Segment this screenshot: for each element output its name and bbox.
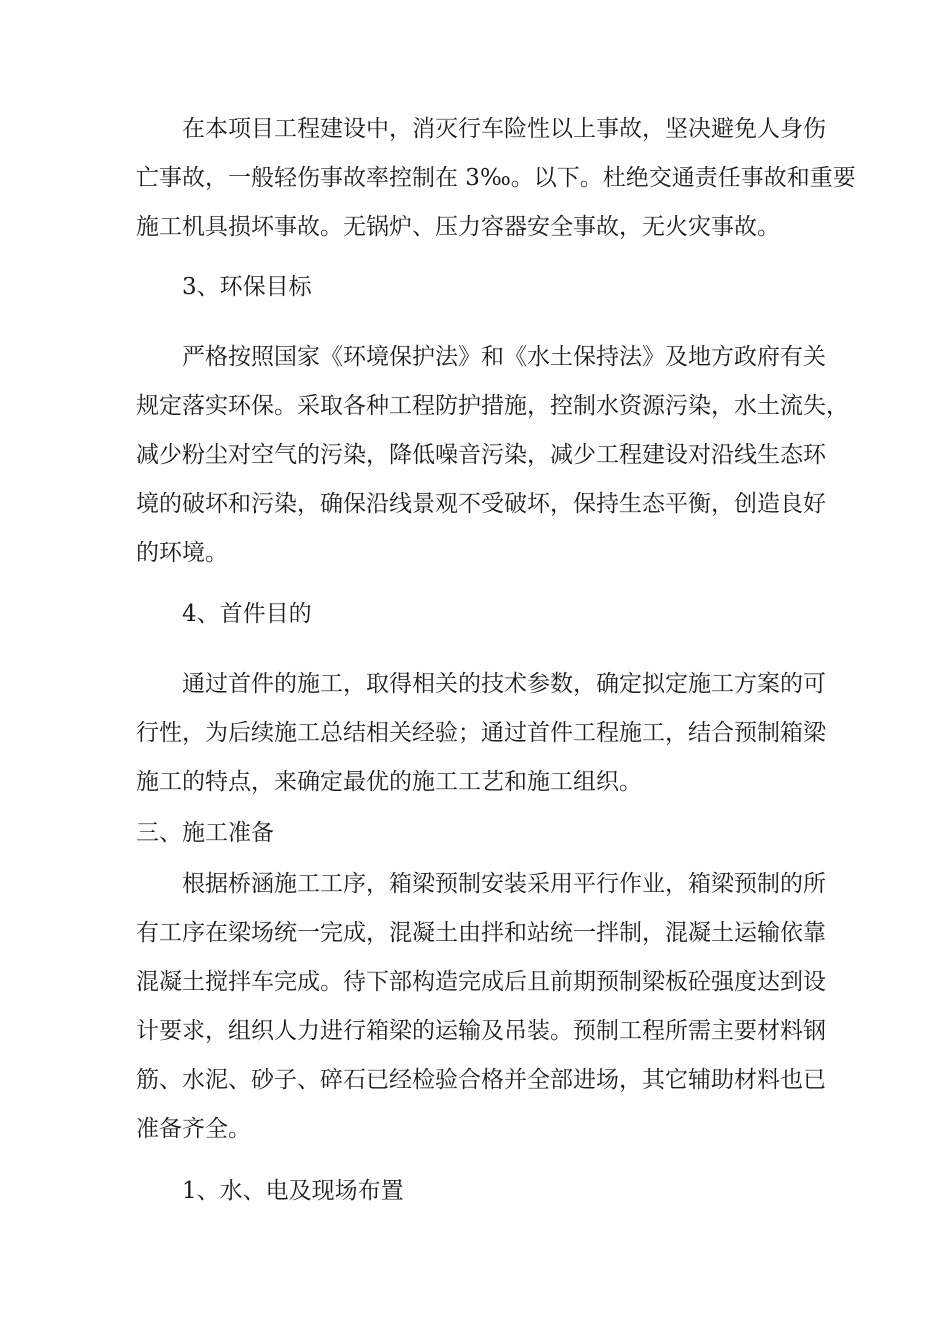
section-heading: 4、首件目的 bbox=[182, 601, 312, 627]
body-line: 在本项目工程建设中，消灭行车险性以上事故，坚决避免人身伤 bbox=[182, 116, 826, 142]
body-line: 亡事故，一般轻伤事故率控制在 3‰。以下。杜绝交通责任事故和重要 bbox=[136, 165, 856, 191]
body-line: 严格按照国家《环境保护法》和《水土保持法》及地方政府有关 bbox=[182, 344, 826, 370]
body-line: 施工机具损坏事故。无锅炉、压力容器安全事故，无火灾事故。 bbox=[136, 214, 780, 240]
body-line: 根据桥涵施工工序，箱梁预制安装采用平行作业，箱梁预制的所 bbox=[182, 871, 826, 897]
body-line: 行性，为后续施工总结相关经验；通过首件工程施工，结合预制箱梁 bbox=[136, 720, 826, 746]
body-line: 混凝土搅拌车完成。待下部构造完成后且前期预制梁板砼强度达到设 bbox=[136, 969, 826, 995]
body-line: 有工序在梁场统一完成，混凝土由拌和站统一拌制，混凝土运输依靠 bbox=[136, 920, 826, 946]
body-line: 计要求，组织人力进行箱梁的运输及吊装。预制工程所需主要材料钢 bbox=[136, 1018, 826, 1044]
body-line: 的环境。 bbox=[136, 540, 228, 566]
section-title: 三、施工准备 bbox=[136, 820, 274, 846]
section-heading: 3、环保目标 bbox=[182, 274, 312, 300]
body-line: 筋、水泥、砂子、碎石已经检验合格并全部进场，其它辅助材料也已 bbox=[136, 1067, 826, 1093]
body-line: 境的破坏和污染，确保沿线景观不受破坏，保持生态平衡，创造良好 bbox=[136, 491, 826, 517]
section-heading: 1、水、电及现场布置 bbox=[182, 1178, 404, 1204]
body-line: 规定落实环保。采取各种工程防护措施，控制水资源污染，水土流失， bbox=[136, 393, 849, 419]
body-line: 减少粉尘对空气的污染，降低噪音污染，减少工程建设对沿线生态环 bbox=[136, 442, 826, 468]
body-line: 通过首件的施工，取得相关的技术参数，确定拟定施工方案的可 bbox=[182, 671, 826, 697]
body-line: 施工的特点，来确定最优的施工工艺和施工组织。 bbox=[136, 769, 642, 795]
body-line: 准备齐全。 bbox=[136, 1116, 251, 1142]
